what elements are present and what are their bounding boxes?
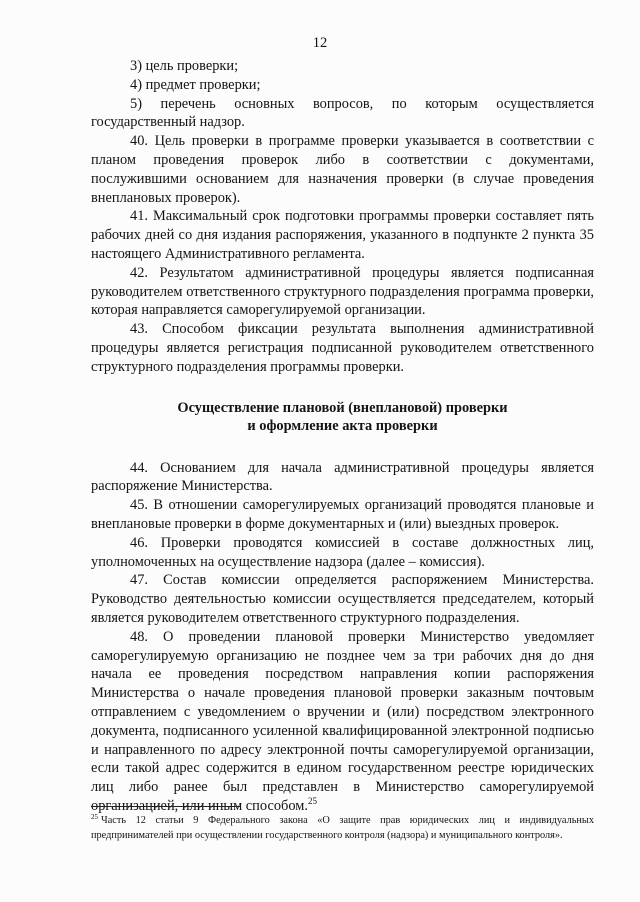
paragraph-48 xyxy=(91,628,594,816)
footnote xyxy=(91,813,594,843)
footnote-reference[interactable]: 25 xyxy=(307,796,317,807)
paragraph-41: 41. Максимальный срок подготовки программы проверки составляет пять рабочих дней со дня издания распоряжения, указанного в подпункте 2 пункта 35 настоящего Административного регламента. xyxy=(91,208,594,262)
paragraph-47: 47. Состав комиссии определяется распоряжением Министерства. Руководство деятельностью комиссии осуществляется председателем, который является руководителем ответственного структурного подразделения. xyxy=(91,572,594,626)
paragraph-40: 40. Цель проверки в программе проверки указывается в соответствии с планом проведения проверок либо в соответствии с документами, послужившими основанием для назначения проверки (в случае проведения внеплановых проверок). xyxy=(91,133,594,206)
document-body xyxy=(91,57,594,816)
footnote-number: 25 xyxy=(91,812,98,821)
list-item: 3) цель проверки; xyxy=(130,58,239,74)
paragraph-46: 46. Проверки проводятся комиссией в составе должностных лиц, уполномоченных на осуществление надзора (далее – комиссия). xyxy=(91,534,594,570)
section-heading-line-2: и оформление акта проверки xyxy=(247,418,438,435)
list-item: 5) перечень основных вопросов, по которым осуществляется государственный надзор. xyxy=(91,95,594,131)
section-heading xyxy=(91,399,594,436)
page-number: 12 xyxy=(312,35,328,51)
footnote-text: Часть 12 статьи 9 Федерального закона «О защите прав юридических лиц и индивидуальных предпринимателей при осуществлении государственного контроля (надзора) и муниципального контроля». xyxy=(91,815,594,841)
paragraph-48-text: 48. О проведении плановой проверки Министерство уведомляет саморегулируемую организацию не позднее чем за три рабочих дня до дня начала ее проведения посредством направления копии распоряжения Министерства о начале проведения плановой проверки заказным почтовым отправлением с уведомлением о вручении и (или) посредством электронного документа, подписанного усиленной квалифицированной электронной подписью и направленного по адресу электронной почты саморегулируемой организации, если такой адрес содержится в едином государственном реестре юридических лиц либо ранее был представлен в Министерство саморегулируемой организацией, или иным способом. xyxy=(91,628,594,814)
paragraph-45: 45. В отношении саморегулируемых организаций проводятся плановые и внеплановые проверки в форме документарных и (или) выездных проверок. xyxy=(91,497,594,532)
list-item: 4) предмет проверки; xyxy=(130,76,261,93)
section-heading-line-1: Осуществление плановой (внеплановой) проверки xyxy=(177,399,508,416)
footnote-divider xyxy=(91,806,241,807)
paragraph-43: 43. Способом фиксации результата выполнения административной процедуры является регистрация подписанной руководителем ответственного структурного подразделения программы проверки. xyxy=(91,321,594,375)
paragraph-44: 44. Основанием для начала административной процедуры является распоряжение Министерства. xyxy=(91,459,594,495)
paragraph-42: 42. Результатом административной процедуры является подписанная руководителем ответственного структурного подразделения программа проверки, которая направляется саморегулируемой организации. xyxy=(91,264,594,319)
